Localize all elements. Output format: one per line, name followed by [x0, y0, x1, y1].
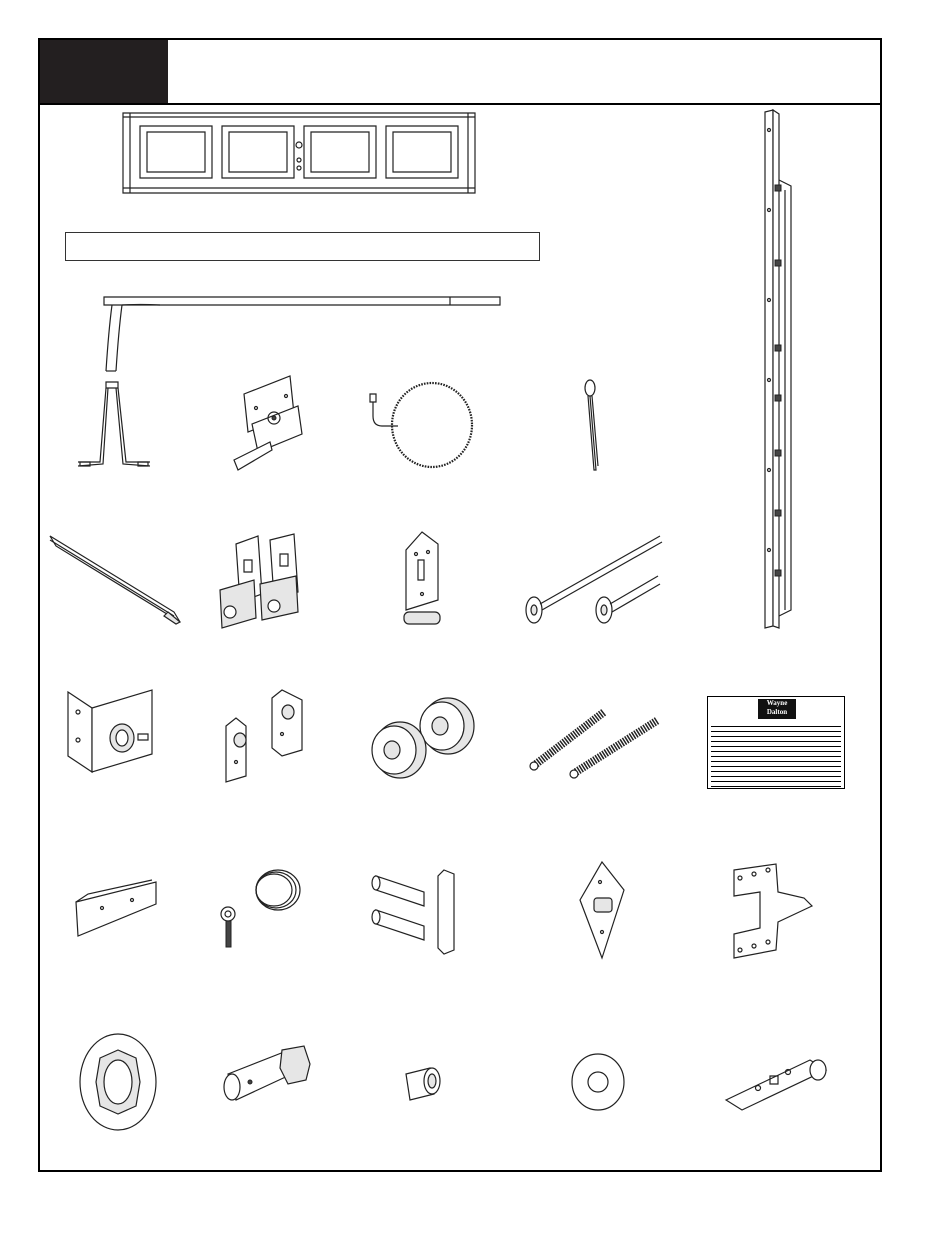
vertical-track-illustration	[757, 110, 793, 630]
shaft-coupler-illustration	[722, 1056, 830, 1112]
end-hinges-illustration	[214, 532, 310, 630]
center-hinge-illustration	[398, 530, 446, 628]
clevis-pin-illustration	[220, 1044, 312, 1108]
cotter-pin-illustration	[580, 378, 608, 476]
top-bracket-illustration	[576, 860, 628, 962]
door-section-illustration	[122, 112, 476, 194]
rear-track-hanger-illustration	[72, 378, 158, 474]
end-bearing-plate-illustration	[62, 690, 158, 780]
warning-tag-table	[711, 722, 841, 782]
center-bearing-bracket-illustration	[222, 690, 308, 782]
section-label-box	[65, 232, 540, 261]
section-tab	[40, 40, 168, 104]
flag-angle-bracket-illustration	[720, 862, 824, 960]
lift-cable-illustration	[368, 382, 480, 468]
torsion-springs-illustration	[528, 704, 666, 776]
rope-and-eye-bolt-illustration	[214, 866, 306, 950]
horizontal-track-illustration	[100, 295, 502, 373]
spacer-bushing-illustration	[400, 1064, 444, 1104]
flat-washer-illustration	[568, 1050, 628, 1114]
weather-seal-illustration	[48, 532, 182, 626]
cable-drums-illustration	[370, 696, 478, 780]
header-divider	[40, 103, 880, 105]
tube-spacers-and-step-plate-illustration	[368, 866, 460, 956]
warning-tag-brand: Wayne Dalton	[758, 699, 796, 719]
strut-bracket-illustration	[72, 880, 158, 938]
warning-tag	[707, 696, 845, 789]
spring-cone-plate-illustration	[78, 1032, 160, 1132]
track-rollers-illustration	[518, 532, 666, 626]
top-fixture-illustration	[232, 374, 308, 472]
